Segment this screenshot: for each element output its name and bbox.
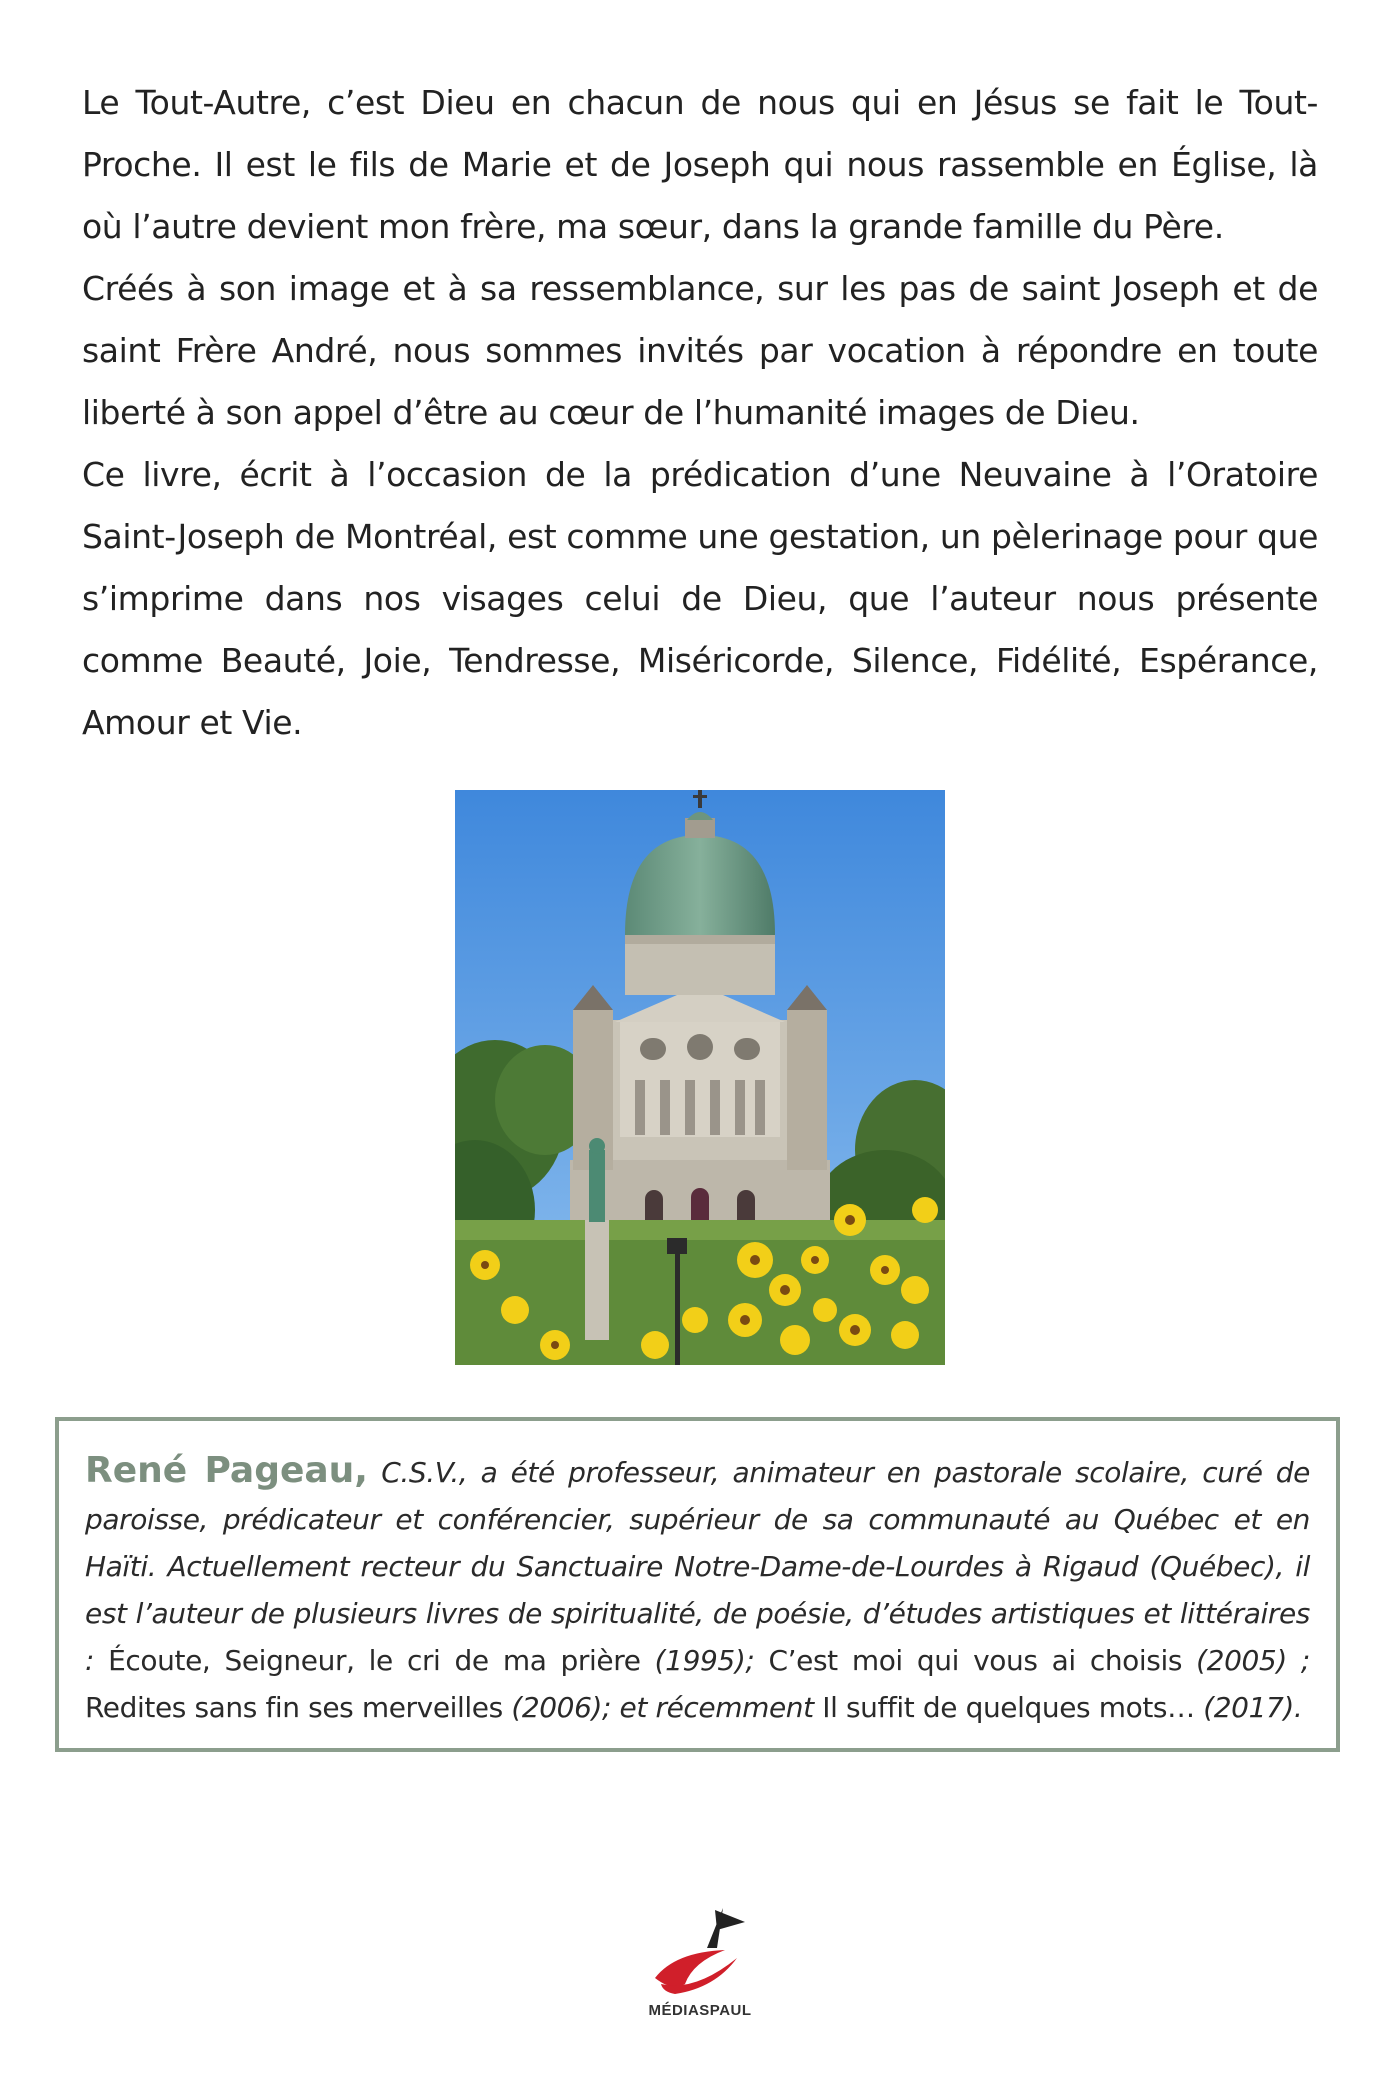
bio-intro: C.S.V., a été professeur, animateur en pastorale scolaire, curé de paroisse, prédicateur et conférencier, supérieur de sa communauté au Québec et en Haïti. Actuellement recteur du Sanctuaire Notre-Dame-de-Lourdes à Rigaud (Québec), il est l’auteur de plusieurs livres de spiritualité, de poésie, d’études artistiques et littéraires : [85,1456,1310,1677]
author-bio-text [85,1447,1310,1731]
book-year-4: (2017). [1194,1691,1303,1724]
book-title-2: C’est moi qui vous ai choisis [768,1644,1183,1677]
author-name: René Pageau, [85,1450,368,1491]
book-year-1: (1995); [640,1644,769,1677]
publisher-logo [612,1900,788,2035]
mediaspaul-logo-icon [645,1900,755,2000]
main-text [82,72,1318,754]
paragraph-1: Le Tout-Autre, c’est Dieu en chacun de nous qui en Jésus se fait le Tout-Proche. Il est le fils de Marie et de Joseph qui nous rassemble en Église, là où l’autre devient mon frère, ma sœur, dans la grande famille du Père. [82,83,1318,246]
book-title-4: Il suffit de quelques mots… [822,1691,1195,1724]
publisher-name: MÉDIASPAUL [648,2002,752,2019]
book-year-2: (2005) ; [1182,1644,1310,1677]
book-year-3: (2006); et récemment [502,1691,823,1724]
book-title-1: Écoute, Seigneur, le cri de ma prière [108,1644,641,1677]
author-bio-box [55,1417,1340,1752]
paragraph-3: Ce livre, écrit à l’occasion de la prédication d’une Neuvaine à l’Oratoire Saint-Joseph de Montréal, est comme une gestation, un pèlerinage pour que s’imprime dans nos visages celui de Dieu, que l’auteur nous présente comme Beauté, Joie, Tendresse, Miséricorde, Silence, Fidélité, Espérance, Amour et Vie. [82,455,1318,742]
book-title-3: Redites sans fin ses merveilles [85,1691,503,1724]
oratory-photo [455,790,945,1365]
paragraph-2: Créés à son image et à sa ressemblance, sur les pas de saint Joseph et de saint Frère André, nous sommes invités par vocation à répondre en toute liberté à son appel d’être au cœur de l’humanité images de Dieu. [82,269,1318,432]
